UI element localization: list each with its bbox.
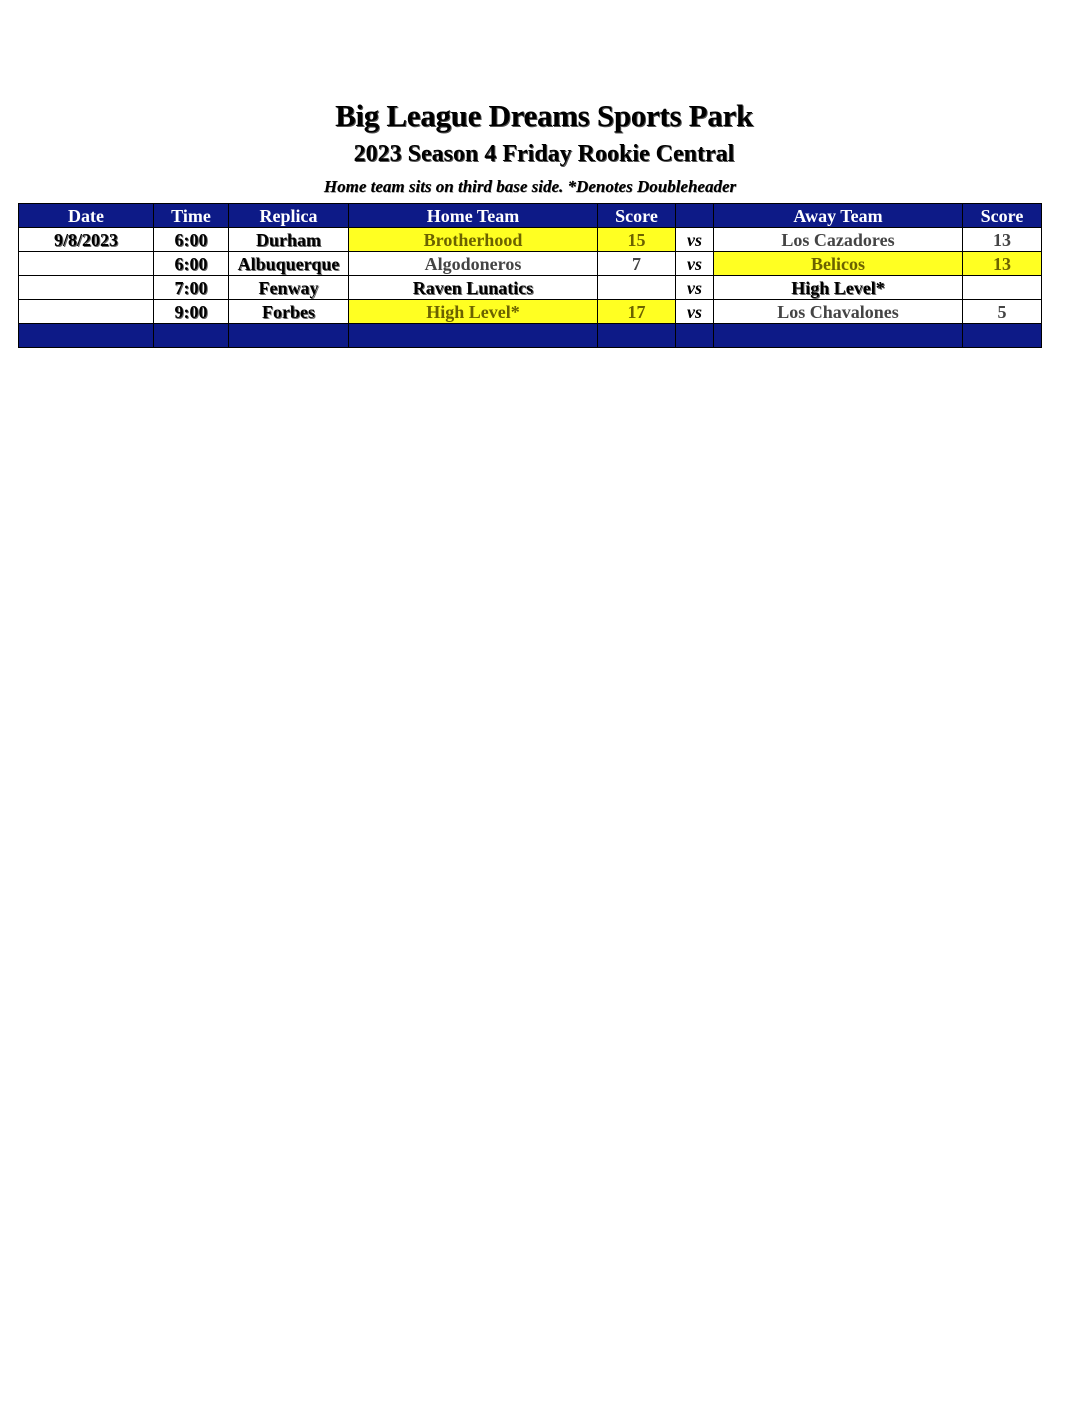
date-cell <box>19 276 154 300</box>
away-score-cell: 13 <box>963 252 1042 276</box>
time-cell: 6:00 <box>154 228 229 252</box>
column-header-away-team: Away Team <box>714 204 963 228</box>
column-header-replica: Replica <box>229 204 349 228</box>
column-header-vs <box>676 204 714 228</box>
footer-cell <box>19 324 154 348</box>
replica-cell: Albuquerque <box>229 252 349 276</box>
vs-cell: vs <box>676 252 714 276</box>
column-header-away-score: Score <box>963 204 1042 228</box>
table-row <box>19 228 1042 252</box>
away-score-cell <box>963 276 1042 300</box>
table-row <box>19 252 1042 276</box>
footer-cell <box>598 324 676 348</box>
replica-cell: Durham <box>229 228 349 252</box>
home-score-cell: 7 <box>598 252 676 276</box>
footer-cell <box>676 324 714 348</box>
footer-cell <box>714 324 963 348</box>
away-score-cell: 5 <box>963 300 1042 324</box>
away-team-cell: Los Chavalones <box>714 300 963 324</box>
page-title: Big League Dreams Sports Park <box>335 98 753 133</box>
vs-cell: vs <box>676 300 714 324</box>
away-team-cell: High Level* <box>714 276 963 300</box>
schedule-note: Home team sits on third base side. *Denotes Doubleheader <box>323 177 737 196</box>
replica-cell: Forbes <box>229 300 349 324</box>
home-score-cell: 17 <box>598 300 676 324</box>
vs-cell: vs <box>676 228 714 252</box>
home-score-cell: 15 <box>598 228 676 252</box>
home-score-cell <box>598 276 676 300</box>
date-cell: 9/8/2023 <box>19 228 154 252</box>
time-cell: 6:00 <box>154 252 229 276</box>
away-team-cell: Belicos <box>714 252 963 276</box>
date-cell <box>19 300 154 324</box>
time-cell: 7:00 <box>154 276 229 300</box>
page-subtitle: 2023 Season 4 Friday Rookie Central <box>353 141 735 167</box>
schedule-table <box>18 203 1042 348</box>
footer-cell <box>154 324 229 348</box>
table-footer-row <box>19 324 1042 348</box>
column-header-date: Date <box>19 204 154 228</box>
away-team-cell: Los Cazadores <box>714 228 963 252</box>
table-row <box>19 300 1042 324</box>
column-header-home-team: Home Team <box>349 204 598 228</box>
table-row <box>19 276 1042 300</box>
away-score-cell: 13 <box>963 228 1042 252</box>
home-team-cell: Algodoneros <box>349 252 598 276</box>
home-team-cell: High Level* <box>349 300 598 324</box>
home-team-cell: Brotherhood <box>349 228 598 252</box>
footer-cell <box>229 324 349 348</box>
column-header-home-score: Score <box>598 204 676 228</box>
date-cell <box>19 252 154 276</box>
footer-cell <box>349 324 598 348</box>
column-header-time: Time <box>154 204 229 228</box>
footer-cell <box>963 324 1042 348</box>
table-header-row <box>19 204 1042 228</box>
home-team-cell: Raven Lunatics <box>349 276 598 300</box>
time-cell: 9:00 <box>154 300 229 324</box>
replica-cell: Fenway <box>229 276 349 300</box>
vs-cell: vs <box>676 276 714 300</box>
